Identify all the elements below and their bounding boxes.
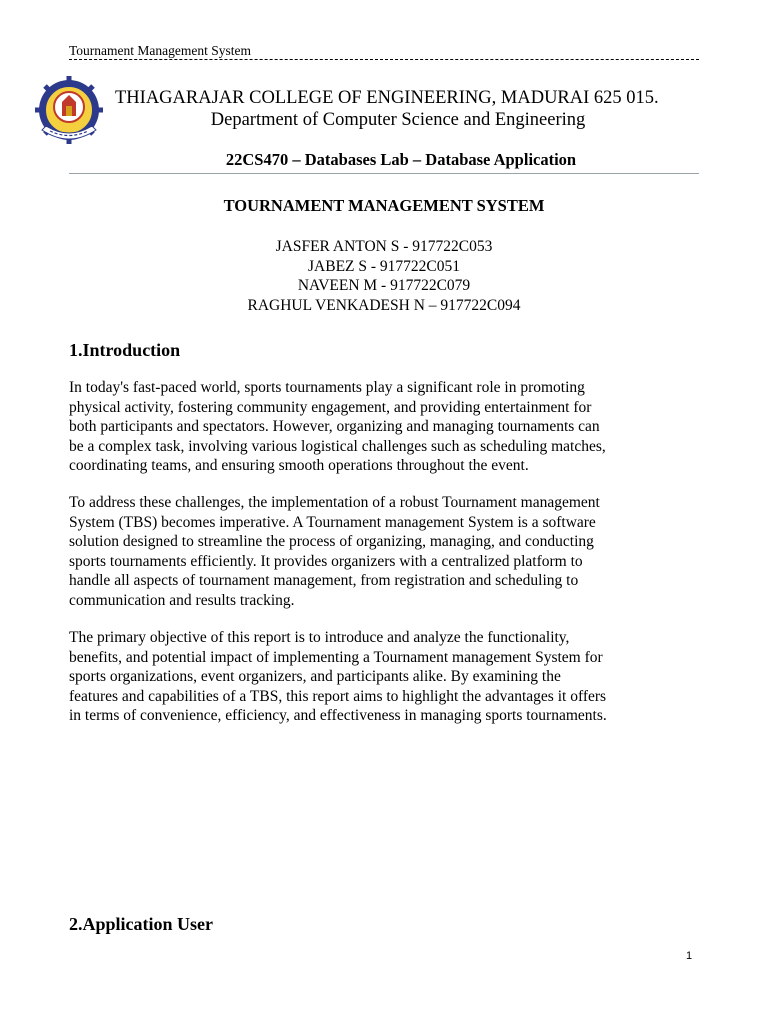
paragraph-line: features and capabilities of a TBS, this report aims to highlight the advantages it offers — [69, 687, 607, 705]
paragraph-line: To address these challenges, the implementation of a robust Tournament management — [69, 494, 600, 511]
department-name: Department of Computer Science and Engineering — [210, 110, 586, 130]
running-header: Tournament Management System — [69, 43, 252, 58]
author-list — [0, 237, 768, 315]
paragraph-line: System (TBS) becomes imperative. A Tournament management System is a software — [69, 513, 596, 531]
paragraph-line: be a complex task, involving various logistical challenges such as scheduling matches, — [69, 437, 606, 455]
paragraph-line: both participants and spectators. However, organizing and managing tournaments can — [69, 418, 600, 435]
paragraph-line: solution designed to streamline the process of organizing, managing, and conducting — [69, 533, 594, 550]
paragraph-line: coordinating teams, and ensuring smooth operations throughout the event. — [69, 457, 529, 474]
author: RAGHUL VENKADESH N – 917722C094 — [247, 296, 521, 314]
section-heading-application-user: 2.Application User — [69, 914, 213, 934]
paragraph-line: The primary objective of this report is to introduce and analyze the functionality, — [69, 629, 570, 646]
author: JABEZ S - 917722C051 — [308, 257, 460, 275]
college-name: THIAGARAJAR COLLEGE OF ENGINEERING, MADURAI 625 015. — [115, 88, 659, 108]
paragraph — [69, 378, 709, 476]
author: JASFER ANTON S - 917722C053 — [275, 238, 493, 255]
paragraph-line: benefits, and potential impact of implementing a Tournament management System for — [69, 648, 603, 666]
header-divider — [69, 59, 699, 60]
paragraph-line: communication and results tracking. — [69, 591, 295, 609]
page-number: 1 — [686, 950, 693, 962]
paragraph — [69, 493, 709, 610]
author: NAVEEN M - 917722C079 — [297, 277, 471, 294]
paragraph-line: In today's fast-paced world, sports tournaments play a significant role in promoting — [69, 379, 585, 396]
paragraph-line: physical activity, fostering community engagement, and providing entertainment for — [69, 398, 592, 416]
paragraph-line: sports organizations, event organizers, and participants alike. By examining the — [69, 668, 561, 685]
paragraph — [69, 628, 709, 726]
paragraph-line: in terms of convenience, efficiency, and effectiveness in managing sports tournaments. — [69, 707, 607, 724]
course-title: 22CS470 – Databases Lab – Database Application — [225, 150, 577, 169]
section-heading-introduction: 1.Introduction — [69, 340, 181, 360]
document-title: TOURNAMENT MANAGEMENT SYSTEM — [223, 196, 545, 215]
paragraph-line: handle all aspects of tournament management, from registration and scheduling to — [69, 572, 579, 589]
paragraph-line: sports tournaments efficiently. It provides organizers with a centralized platform to — [69, 552, 583, 570]
title-divider — [69, 173, 699, 174]
